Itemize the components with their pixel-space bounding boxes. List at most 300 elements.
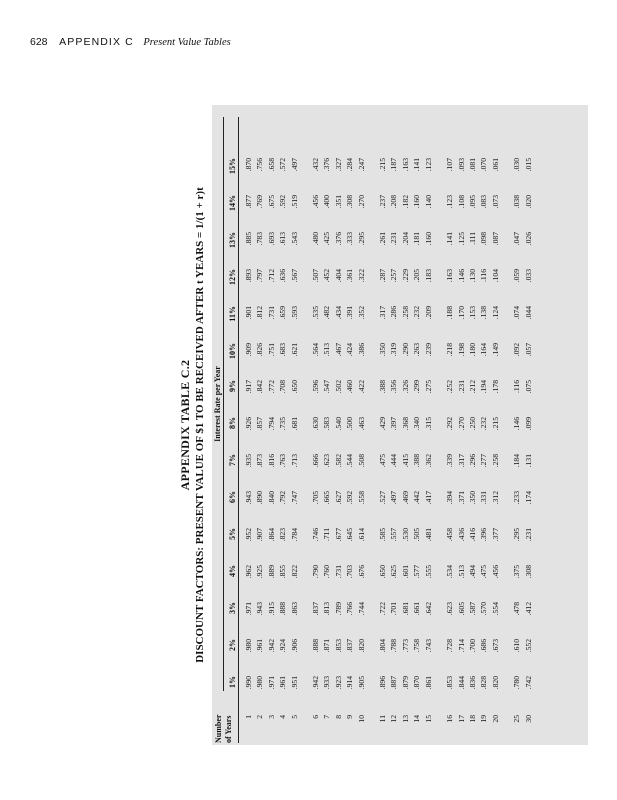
factor-cell: .794	[266, 417, 276, 431]
factor-cell: .863	[289, 602, 299, 616]
factor-cell: .187	[389, 158, 399, 172]
factor-cell: .442	[412, 491, 422, 505]
rate-header-cell: 8%	[228, 417, 237, 429]
factor-cell: .722	[378, 602, 388, 616]
factor-cell: .534	[445, 565, 455, 579]
factor-cell: .952	[244, 528, 253, 542]
factor-cell: .350	[378, 343, 388, 357]
factor-cell: .087	[490, 232, 500, 246]
factor-cell: .436	[456, 528, 466, 542]
factor-cell: .375	[512, 565, 522, 579]
discount-factor-table	[227, 154, 534, 743]
factor-cell: .424	[345, 343, 355, 357]
factor-cell: .822	[289, 565, 299, 579]
factor-cell: .204	[400, 232, 410, 246]
factor-cell: .351	[333, 195, 343, 209]
factor-cell: .258	[400, 306, 410, 320]
years-header-cell	[227, 709, 238, 743]
factor-cell: .661	[412, 602, 422, 616]
factor-cell: .116	[512, 380, 522, 394]
table-row	[478, 154, 489, 743]
factor-cell: .124	[490, 306, 500, 320]
factor-cell: .790	[311, 565, 321, 579]
factor-cell: .415	[400, 454, 410, 468]
factor-cell: .773	[400, 639, 410, 653]
factor-cell: .990	[244, 676, 253, 690]
factor-cell: .404	[333, 269, 343, 283]
factor-cell: .961	[255, 639, 265, 653]
factor-cell: .712	[266, 269, 276, 283]
factor-cell: .377	[490, 528, 500, 542]
appendix-label: APPENDIX C	[59, 36, 134, 48]
factor-cell: .693	[266, 232, 276, 246]
factor-cell: .239	[423, 343, 433, 357]
factor-cell: .873	[255, 454, 265, 468]
factor-cell: .284	[345, 158, 355, 172]
factor-cell: .705	[311, 491, 321, 505]
factor-cell: .971	[244, 602, 253, 616]
factor-cell: .188	[445, 306, 455, 320]
year-cell: 1	[244, 715, 253, 719]
factor-cell: .209	[423, 306, 433, 320]
factor-cell: .837	[311, 602, 321, 616]
table-row	[344, 154, 355, 743]
factor-cell: .593	[289, 306, 299, 320]
factor-cell: .287	[378, 269, 388, 283]
factor-cell: .766	[345, 602, 355, 616]
factor-cell: .842	[255, 380, 265, 394]
factor-cell: .108	[456, 195, 466, 209]
factor-cell: .463	[356, 417, 366, 431]
factor-cell: .261	[378, 232, 388, 246]
factor-cell: .322	[356, 269, 366, 283]
factor-cell: .497	[289, 158, 299, 172]
factor-cell: .923	[333, 676, 343, 690]
factor-cell: .270	[356, 195, 366, 209]
year-cell: 8	[333, 715, 343, 719]
factor-cell: .352	[356, 306, 366, 320]
factor-cell: .205	[412, 269, 422, 283]
factor-cell: .425	[322, 232, 332, 246]
factor-cell: .111	[467, 232, 477, 245]
factor-cell: .061	[490, 158, 500, 172]
factor-cell: .840	[266, 491, 276, 505]
factor-cell: .570	[479, 602, 489, 616]
table-row	[321, 154, 332, 743]
factor-cell: .792	[278, 491, 288, 505]
factor-cell: .020	[523, 195, 533, 209]
factor-cell: .308	[523, 565, 533, 579]
year-cell: 19	[479, 715, 489, 723]
factor-cell: .480	[311, 232, 321, 246]
factor-cell: .391	[345, 306, 355, 320]
factor-cell: .015	[523, 158, 533, 172]
factor-cell: .885	[244, 232, 253, 246]
factor-cell: .888	[311, 639, 321, 653]
factor-cell: .237	[378, 195, 388, 209]
factor-cell: .630	[311, 417, 321, 431]
factor-cell: .231	[389, 232, 399, 246]
factor-cell: .942	[266, 639, 276, 653]
factor-cell: .160	[423, 232, 433, 246]
year-cell: 13	[400, 715, 410, 723]
factor-cell: .714	[456, 639, 466, 653]
factor-cell: .925	[255, 565, 265, 579]
factor-cell: .319	[389, 343, 399, 357]
factor-cell: .535	[311, 306, 321, 320]
factor-cell: .178	[490, 380, 500, 394]
table-row	[501, 154, 522, 743]
factor-cell: .592	[278, 195, 288, 209]
factor-cell: .130	[467, 269, 477, 283]
factor-cell: .935	[244, 454, 253, 468]
factor-cell: .812	[255, 306, 265, 320]
factor-cell: .315	[423, 417, 433, 431]
year-cell: 4	[278, 715, 288, 719]
factor-cell: .901	[244, 306, 253, 320]
factor-cell: .713	[289, 454, 299, 468]
factor-cell: .371	[456, 491, 466, 505]
factor-cell: .149	[490, 343, 500, 357]
factor-cell: .083	[479, 195, 489, 209]
factor-cell: .198	[456, 343, 466, 357]
year-cell: 16	[445, 715, 455, 723]
year-cell: 17	[456, 715, 466, 723]
factor-cell: .232	[412, 306, 422, 320]
factor-cell: .444	[389, 454, 399, 468]
factor-cell: .681	[289, 417, 299, 431]
factor-cell: .855	[278, 565, 288, 579]
factor-cell: .555	[423, 565, 433, 579]
section-title: Present Value Tables	[143, 37, 231, 48]
factor-cell: .658	[266, 158, 276, 172]
factor-cell: .233	[512, 491, 522, 505]
table-titles	[178, 105, 207, 745]
factor-cell: .758	[412, 639, 422, 653]
table-row	[467, 154, 478, 743]
table-row	[411, 154, 422, 743]
factor-cell: .215	[490, 417, 500, 431]
table-row	[266, 154, 277, 743]
factor-cell: .742	[523, 676, 533, 690]
factor-cell: .769	[255, 195, 265, 209]
factor-cell: .552	[523, 639, 533, 653]
factor-cell: .131	[523, 454, 533, 468]
factor-cell: .456	[311, 195, 321, 209]
factor-cell: .797	[255, 269, 265, 283]
factor-cell: .075	[523, 380, 533, 394]
factor-cell: .980	[255, 676, 265, 690]
table-row	[333, 154, 344, 743]
table-row	[277, 154, 288, 743]
factor-cell: .153	[467, 306, 477, 320]
factor-cell: .543	[289, 232, 299, 246]
table-subtitle: DISCOUNT FACTORS: PRESENT VALUE OF $1 TO BE RECEIVED AFTER t YEARS = 1/(1 + r)t	[194, 187, 206, 663]
factor-cell: .397	[389, 417, 399, 431]
factor-cell: .299	[412, 380, 422, 394]
factor-cell: .146	[512, 417, 522, 431]
factor-cell: .317	[456, 454, 466, 468]
page-number: 628	[30, 36, 48, 48]
factor-cell: .917	[244, 380, 253, 394]
factor-cell: .582	[333, 454, 343, 468]
factor-cell: .356	[389, 380, 399, 394]
table-row	[388, 154, 399, 743]
factor-cell: .513	[322, 343, 332, 357]
factor-cell: .820	[490, 676, 500, 690]
factor-cell: .095	[467, 195, 477, 209]
factor-cell: .475	[479, 565, 489, 579]
rate-header-cell: 14%	[228, 195, 237, 211]
factor-cell: .889	[266, 565, 276, 579]
factor-cell: .907	[255, 528, 265, 542]
factor-cell: .458	[445, 528, 455, 542]
factor-cell: .788	[389, 639, 399, 653]
factor-cell: .093	[456, 158, 466, 172]
factor-cell: .164	[479, 343, 489, 357]
factor-cell: .434	[333, 306, 343, 320]
factor-cell: .625	[389, 565, 399, 579]
factor-cell: .107	[445, 158, 455, 172]
factor-cell: .677	[333, 528, 343, 542]
table-row	[254, 154, 265, 743]
factor-cell: .887	[389, 676, 399, 690]
factor-cell: .400	[322, 195, 332, 209]
factor-cell: .627	[333, 491, 343, 505]
factor-cell: .116	[479, 269, 489, 283]
factor-cell: .482	[322, 306, 332, 320]
factor-cell: .212	[467, 380, 477, 394]
factor-cell: .456	[490, 565, 500, 579]
factor-cell: .816	[266, 454, 276, 468]
year-cell: 6	[311, 715, 321, 719]
factor-cell: .926	[244, 417, 253, 431]
factor-cell: .502	[333, 380, 343, 394]
factor-cell: .469	[400, 491, 410, 505]
year-cell: 25	[512, 715, 522, 723]
factor-cell: .047	[512, 232, 522, 246]
rate-header-cell: 13%	[228, 232, 237, 248]
factor-cell: .583	[322, 417, 332, 431]
rate-header-cell: 1%	[228, 676, 237, 688]
factor-cell: .252	[445, 380, 455, 394]
years-header-line2: of Years	[224, 715, 233, 743]
factor-cell: .751	[266, 343, 276, 357]
factor-cell: .676	[356, 565, 366, 579]
factor-cell: .601	[400, 565, 410, 579]
factor-cell: .340	[412, 417, 422, 431]
factor-cell: .098	[479, 232, 489, 246]
factor-cell: .914	[345, 676, 355, 690]
factor-cell: .125	[456, 232, 466, 246]
table-row	[523, 154, 534, 743]
year-cell: 14	[412, 715, 422, 723]
factor-cell: .141	[445, 232, 455, 246]
factor-cell: .394	[445, 491, 455, 505]
factor-cell: .763	[278, 454, 288, 468]
factor-cell: .636	[278, 269, 288, 283]
factor-cell: .362	[423, 454, 433, 468]
factor-cell: .044	[523, 306, 533, 320]
factor-cell: .507	[311, 269, 321, 283]
factor-cell: .837	[345, 639, 355, 653]
factor-cell: .804	[378, 639, 388, 653]
factor-cell: .879	[400, 676, 410, 690]
rate-header-cell: 5%	[228, 528, 237, 540]
factor-cell: .123	[445, 195, 455, 209]
factor-cell: .623	[445, 602, 455, 616]
factor-cell: .033	[523, 269, 533, 283]
factor-cell: .610	[512, 639, 522, 653]
interest-rate-rule	[223, 117, 224, 691]
factor-cell: .896	[378, 676, 388, 690]
factor-cell: .327	[333, 158, 343, 172]
factor-cell: .650	[289, 380, 299, 394]
factor-cell: .215	[378, 158, 388, 172]
factor-cell: .708	[278, 380, 288, 394]
years-header-line1: Number	[214, 714, 223, 743]
factor-cell: .057	[523, 343, 533, 357]
factor-cell: .544	[345, 454, 355, 468]
factor-cell: .396	[479, 528, 489, 542]
factor-cell: .971	[266, 676, 276, 690]
factor-cell: .092	[512, 343, 522, 357]
factor-cell: .146	[456, 269, 466, 283]
factor-cell: .659	[278, 306, 288, 320]
rate-header-cell: 3%	[228, 602, 237, 614]
factor-cell: .333	[345, 232, 355, 246]
factor-cell: .026	[523, 232, 533, 246]
factor-cell: .312	[490, 491, 500, 505]
factor-cell: .743	[423, 639, 433, 653]
factor-cell: .772	[266, 380, 276, 394]
rate-header-cell: 9%	[228, 380, 237, 392]
table-row	[289, 154, 300, 743]
factor-cell: .540	[333, 417, 343, 431]
table-row	[367, 154, 388, 743]
factor-cell: .331	[479, 491, 489, 505]
factor-cell: .861	[423, 676, 433, 690]
rate-header-cell: 15%	[228, 158, 237, 174]
factor-cell: .826	[255, 343, 265, 357]
factor-cell: .596	[311, 380, 321, 394]
factor-cell: .183	[423, 269, 433, 283]
factor-cell: .416	[467, 528, 477, 542]
running-header	[30, 36, 231, 48]
factor-cell: .728	[445, 639, 455, 653]
rate-header-cell: 2%	[228, 639, 237, 651]
factor-cell: .731	[333, 565, 343, 579]
factor-cell: .686	[479, 639, 489, 653]
factor-cell: .339	[445, 454, 455, 468]
factor-cell: .703	[345, 565, 355, 579]
factor-cell: .500	[345, 417, 355, 431]
factor-cell: .642	[423, 602, 433, 616]
factor-cell: .038	[512, 195, 522, 209]
factor-cell: .296	[467, 454, 477, 468]
factor-cell: .877	[244, 195, 253, 209]
factor-cell: .432	[311, 158, 321, 172]
rate-header-cell: 11%	[228, 306, 237, 322]
factor-cell: .613	[278, 232, 288, 246]
factor-cell: .650	[378, 565, 388, 579]
table-panel	[212, 105, 588, 745]
factor-cell: .558	[356, 491, 366, 505]
factor-cell: .317	[378, 306, 388, 320]
factor-cell: .350	[467, 491, 477, 505]
factor-cell: .361	[345, 269, 355, 283]
year-cell: 2	[255, 715, 265, 719]
factor-cell: .853	[333, 639, 343, 653]
factor-cell: .494	[467, 565, 477, 579]
factor-cell: .572	[278, 158, 288, 172]
factor-cell: .962	[244, 565, 253, 579]
factor-cell: .081	[467, 158, 477, 172]
factor-cell: .577	[412, 565, 422, 579]
rate-header-cell: 7%	[228, 454, 237, 466]
factor-cell: .475	[378, 454, 388, 468]
table-row	[238, 154, 254, 743]
factor-cell: .756	[255, 158, 265, 172]
factor-cell: .665	[322, 491, 332, 505]
factor-cell: .711	[322, 528, 332, 542]
factor-cell: .275	[423, 380, 433, 394]
factor-cell: .422	[356, 380, 366, 394]
factor-cell: .701	[389, 602, 399, 616]
rate-header-cell: 10%	[228, 343, 237, 359]
factor-cell: .813	[322, 602, 332, 616]
factor-cell: .666	[311, 454, 321, 468]
factor-cell: .943	[244, 491, 253, 505]
factor-cell: .030	[512, 158, 522, 172]
year-cell: 10	[356, 715, 366, 723]
factor-cell: .933	[322, 676, 332, 690]
factor-cell: .780	[512, 676, 522, 690]
rate-header-cell: 6%	[228, 491, 237, 503]
year-cell: 20	[490, 715, 500, 723]
factor-cell: .530	[400, 528, 410, 542]
factor-cell: .059	[512, 269, 522, 283]
year-cell: 15	[423, 715, 433, 723]
factor-cell: .943	[255, 602, 265, 616]
factor-cell: .915	[266, 602, 276, 616]
factor-cell: .270	[456, 417, 466, 431]
factor-cell: .888	[278, 602, 288, 616]
factor-cell: .746	[311, 528, 321, 542]
rotated-table-block	[178, 105, 588, 745]
factor-cell: .460	[345, 380, 355, 394]
factor-cell: .295	[512, 528, 522, 542]
factor-cell: .567	[289, 269, 299, 283]
table-row	[434, 154, 455, 743]
factor-cell: .184	[512, 454, 522, 468]
factor-cell: .823	[278, 528, 288, 542]
year-cell: 12	[389, 715, 399, 723]
factor-cell: .645	[345, 528, 355, 542]
factor-cell: .557	[389, 528, 399, 542]
factor-cell: .174	[523, 491, 533, 505]
factor-cell: .675	[266, 195, 276, 209]
factor-cell: .277	[479, 454, 489, 468]
factor-cell: .123	[423, 158, 433, 172]
factor-cell: .554	[490, 602, 500, 616]
factor-cell: .099	[523, 417, 533, 431]
factor-cell: .683	[278, 343, 288, 357]
factor-cell: .218	[445, 343, 455, 357]
factor-cell: .497	[389, 491, 399, 505]
factor-cell: .429	[378, 417, 388, 431]
factor-cell: .942	[311, 676, 321, 690]
